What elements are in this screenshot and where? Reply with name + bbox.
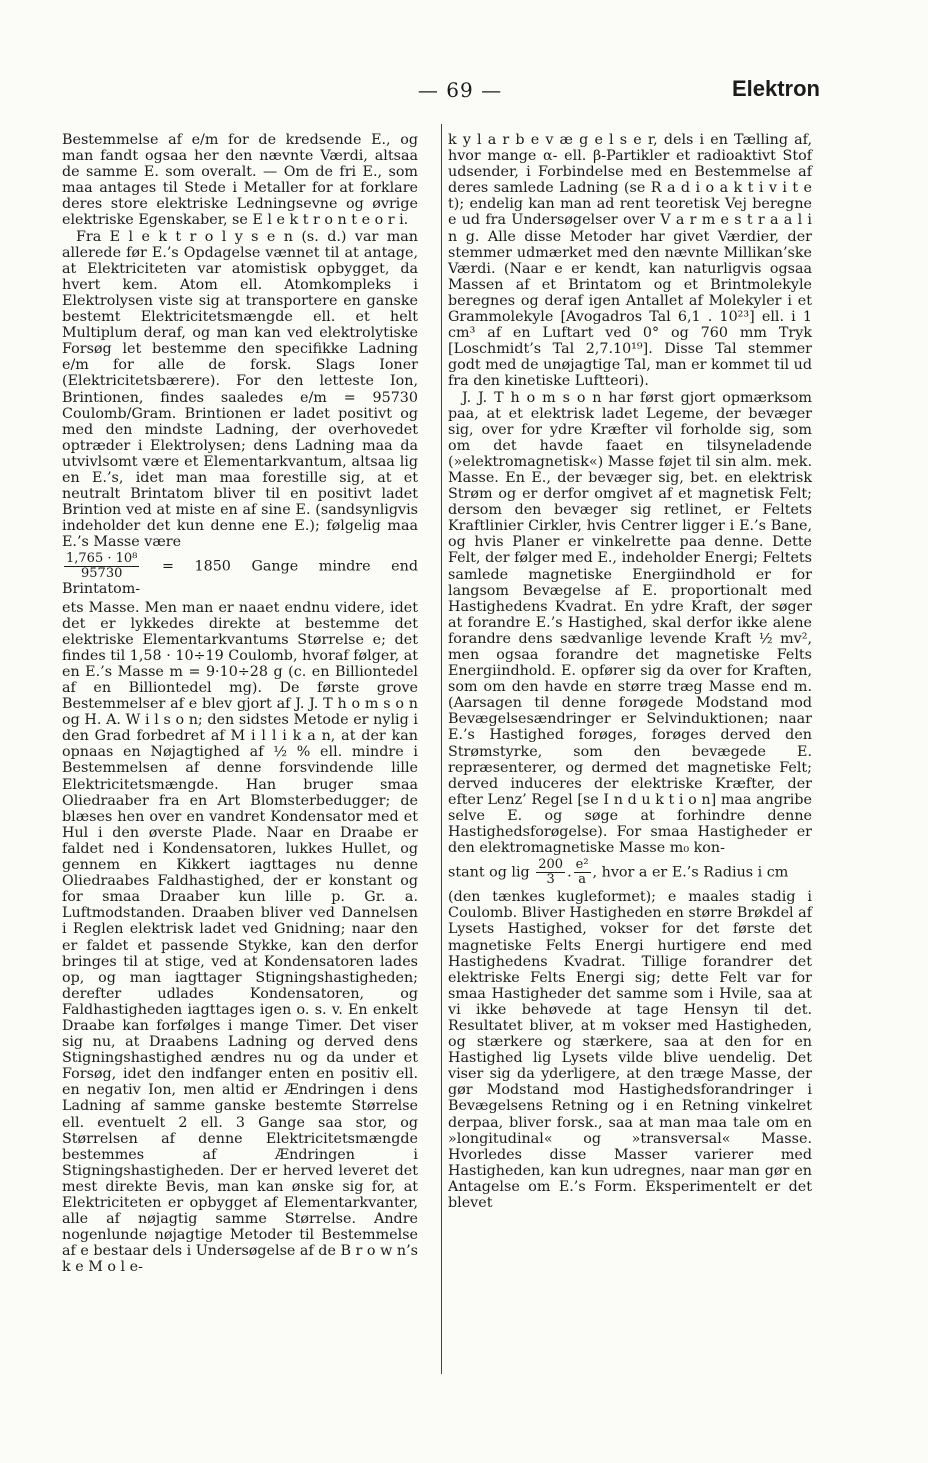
mass-ratio-formula [62, 552, 418, 597]
fraction [64, 552, 139, 581]
column-divider [441, 124, 442, 1374]
formula-text: , hvor a er E.’s Radius i cm [592, 864, 789, 881]
paragraph: J. J. T h o m s o n har først gjort opmærksom paa, at et elektrisk ladet Legeme, der bevæger sig, over for ydre Kræfter vil forholde sig, som om det havde faaet en tilsyneladende (»elektromagnetisk«) Masse føjet til sin alm. mek. Masse. En E., der bevæger sig, bet. en elektrisk Strøm og er derfor omgivet af et magnetisk Felt; dersom den bevæger sig retlinet, er Feltets Kraftlinier Cirkler, hvis Centrer ligger i E.’s Bane, og hvis Planer er vinkelrette paa denne. Dette Felt, der følger med E., indeholder Energi; Feltets samlede magnetiske Energiindhold er for langsom Bevægelse af E. proportionalt med Hastighedens Kvadrat. En ydre Kraft, der søger at forandre E.’s Hastighed, skal derfor ikke alene forandre dens sædvanlige levende Kraft ½ mv², men ogsaa forandre det magnetiske Felts Energiindhold. E. opfører sig da over for Kraften, som om den havde en større træg Masse end m. (Aarsagen til denne forøgede Modstand mod Bevægelsesændringer er Selvinduktionen; naar E.’s Hastighed forøges, forøges derved den Strømstyrke, som den bevægede E. repræsenterer, og dermed det magnetiske Felt; derved induceres der elektriske Kræfter, der efter Lenz’ Regel [se I n d u k t i o n] maa angribe selve E. og søge at forhindre denne Hastighedsforøgelse). For smaa Hastigheder er den elektromagnetiske Masse m₀ kon- [448, 389, 812, 857]
fraction-denominator: a [578, 872, 586, 888]
formula-dot: . [567, 864, 572, 881]
fraction-denominator: 3 [546, 872, 555, 888]
fraction-denominator: 95730 [81, 566, 123, 582]
paragraph: ets Masse. Men man er naaet endnu videre, idet det er lykkedes direkte at bestemme det elektriske Elementarkvantums Størrelse e; det findes til 1,58 · 10÷19 Coulomb, hvoraf følger, at en E.’s Masse m = 9·10÷28 g (c. en Billiontedel af en Billiontedel mg). De første grove Bestemmelser af e blev gjort af J. J. T h o m s o n og H. A. W i l s o n; den sidstes Metode er nylig i den Grad forbedret af M i l l i k a n, at der kan opnaas en Nøjagtighed af ½ % ell. mindre i Bestemmelsen af denne forsvindende lille Elektricitetsmængde. Han bruger smaa Oliedraaber fra en Art Blomsterbedugger; de blæses hen over en vandret Kondensator med et Hul i den øverste Plade. Naar en Draabe er faldet ned i Kondensatoren, lukkes Hullet, og gennem en Kikkert iagttages nu denne Oliedraabes Faldhastighed, der er konstant og for smaa Draaber kun lille p. Gr. a. Luftmodstanden. Draaben bliver ved Dannelsen i Reglen elektrisk ladet ved Gnidning; naar den er faldet et passende Stykke, kan den derfor bringes til at stige, ved at Kondensatoren lades op, og man iagttager Stigningshastigheden; derefter udlades Kondensatoren, og Faldhastigheden iagttages igen o. s. v. En enkelt Draabe kan forfølges i mange Timer. Det viser sig nu, at Draabens Ladning og derved dens Stigningshastighed ændres nu og da under et Forsøg, idet den indfanger enten en positiv ell. en negativ Ion, men altid er Ændringen i dens Ladning af samme ganske bestemte Størrelse ell. eventuelt 2 ell. 3 Gange saa stor, og Størrelsen af denne Elektricitetsmængde bestemmes af Ændringen i Stigningshastigheden. Der er herved leveret det mest direkte Bevis, man kan ønske sig for, at Elektriciteten er opbygget af Elementarkvanter, alle af nøjagtig samme Størrelse. Andre nogenlunde nøjagtige Metoder til Bestemmelse af e bestaar dels i Undersøgelse af de B r o w n’s k e M o l e- [62, 599, 418, 1276]
page-header [60, 78, 820, 112]
formula-text: = 1850 Gange mindre end Brintatom- [62, 558, 418, 598]
fraction-numerator: 200 [538, 857, 564, 873]
fraction-numerator: 1,765 · 10⁸ [66, 551, 138, 567]
fraction [574, 858, 591, 887]
paragraph: Bestemmelse af e/m for de kredsende E., og man fandt ogsaa her den nævnte Værdi, altsaa de samme E. som overalt. — Om de fri E., som maa antages til Stede i Metaller for at forklare deres store elektriske Ledningsevne og øvrige elektriske Egenskaber, se E l e k t r o n t e o r i. [62, 132, 418, 229]
right-column [448, 132, 812, 1211]
formula-text: stant og lig [448, 864, 530, 881]
fraction [536, 858, 565, 887]
running-head: Elektron [731, 76, 820, 101]
fraction-numerator: e² [575, 857, 589, 873]
paragraph: (den tænkes kugleformet); e maales stadig i Coulomb. Bliver Hastigheden en større Brøkdel af Lysets Hastighed, vokser for det første det magnetiske Felts Energi hurtigere end med Hastighedens Kvadrat. Tillige forandrer det elektriske Felts Energi sig; dette Felt var for smaa Hastigheder det samme som i Hvile, saa at vi ikke behøvede at tage Hensyn til det. Resultatet bliver, at m vokser med Hastigheden, og stærkere og stærkere, saa at den for en Hastighed lig Lysets vilde blive uendelig. Det viser sig da yderligere, at den træge Masse, der gør Modstand mod Hastighedsforandringer i Bevægelsens Retning og i en Retning vinkelret derpaa, bliver forsk., saa at man maa tale om en »longitudinal« og »transversal« Masse. Hvorledes disse Masser varierer med Hastigheden, kan kun udregnes, naar man gør en Antagelse om E.’s Form. Eksperimentelt er det blevet [448, 889, 812, 1211]
page-number: — 69 — [417, 78, 503, 102]
left-column [62, 132, 418, 1275]
electromagnetic-mass-formula [448, 858, 812, 887]
paragraph: Fra E l e k t r o l y s e n (s. d.) var man allerede før E.’s Opdagelse vænnet til at antage, at Elektriciteten var atomistisk opbygget, da hvert kem. Atom ell. Atomkompleks i Elektrolysen viste sig at transportere en ganske bestemt Elektricitetsmængde ell. et helt Multiplum deraf, og man kan ved elektrolytiske Forsøg let bestemme den specifikke Ladning e/m for alle de forsk. Slags Ioner (Elektricitetsbærere). For den letteste Ion, Brintionen, findes saaledes e/m = 95730 Coulomb/Gram. Brintionen er ladet positivt og med den mindste Ladning, der overhovedet optræder i Elektrolysen; dens Ladning maa da utvivlsomt være et Elementarkvantum, altsaa lig en E.’s, idet man maa forestille sig, at et neutralt Brintatom bliver til en positivt ladet Brintion ved at miste en af sine E. (sandsynligvis indeholder det kun denne ene E.); følgelig maa E.’s Masse være [62, 228, 418, 551]
paragraph: k y l a r b e v æ g e l s e r, dels i en Tælling af, hvor mange α- ell. β-Partikler et radioaktivt Stof udsender, i Forbindelse med en Bestemmelse af deres samlede Ladning (se R a d i o a k t i v i t e t); endelig kan man ad rent teoretisk Vej beregne e ud fra Undersøgelser over V a r m e s t r a a l i n g. Alle disse Metoder har givet Værdier, der stemmer udmærket med den nævnte Millikan’ske Værdi. (Naar e er kendt, kan naturligvis ogsaa Massen af et Brintatom og et Brintmolekyle beregnes og deraf igen Antallet af Molekyler i et Grammolekyle [Avogadros Tal 6,1 . 10²³] ell. i 1 cm³ af en Luftart ved 0° og 760 mm Tryk [Loschmidt’s Tal 2,7.10¹⁹]. Disse Tal stemmer godt med de unøjagtige Tal, man er kommet til ud fra den kinetiske Luftteori). [448, 132, 812, 390]
